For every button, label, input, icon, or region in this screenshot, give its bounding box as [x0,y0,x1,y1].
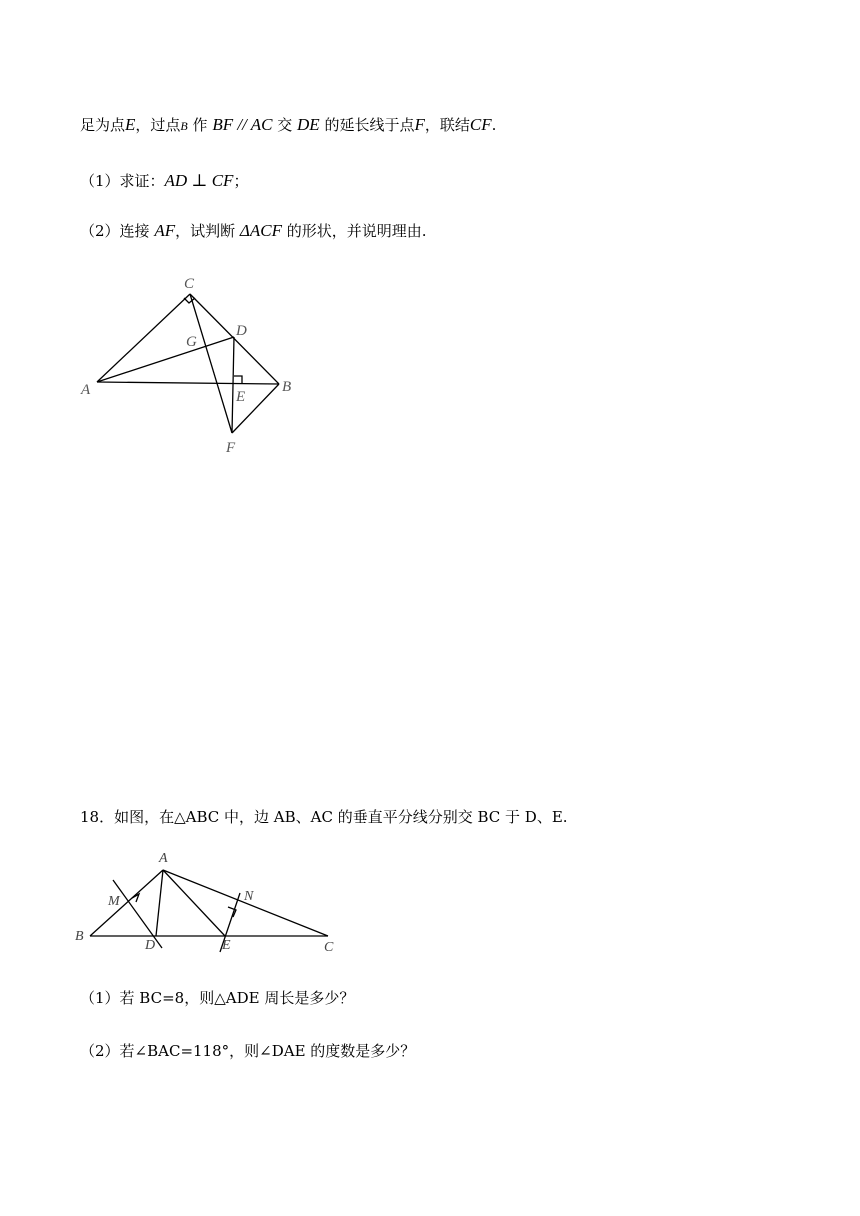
segment-ae-line [163,870,225,936]
problem17-question2 [80,220,427,241]
text: 的延长线于点 [319,116,415,134]
problem17-question1 [80,170,248,191]
label-g: G [186,334,197,350]
segment-df-line [232,337,234,433]
label-c: C [184,276,195,292]
label-m: M [108,894,120,909]
text: 作 [187,116,213,134]
segment-af: AF [154,221,176,240]
problem18-question1: （1）若 BC=8，则△ADE 周长是多少？ [80,989,355,1007]
label-d: D [145,938,156,953]
point-e: E [125,115,136,134]
perp-symbol: ⊥ [187,171,212,190]
segment-ac: AC [250,115,273,134]
segment-ac-line [97,294,190,382]
text: （1）求证： [80,172,165,190]
segment-de: DE [297,115,320,134]
figure-problem18 [70,845,350,957]
point-f: F [414,115,425,134]
label-b: B [282,379,292,395]
problem18-statement: 18．如图，在△ABC 中，边 AB、AC 的垂直平分线分别交 BC 于 D、E. [80,808,568,826]
label-e: E [236,389,246,405]
segment-cf: CF [211,171,234,190]
text: ，过点 [135,116,181,134]
label-d: D [236,323,247,339]
text: 足为点 [80,116,126,134]
problem17-line1 [80,114,496,135]
label-b: B [75,929,84,944]
figure-problem17 [70,270,310,460]
label-a: A [159,851,168,866]
text: ，联结 [424,116,470,134]
segment-ad-line [97,337,234,382]
text: ； [233,172,249,190]
text: 交 [272,116,298,134]
text: ，试判断 [175,222,240,240]
parallel-symbol: // [233,115,251,134]
segment-ab-line [97,382,279,384]
segment-cf: CF [469,115,492,134]
text: . [491,116,497,134]
right-angle-mark-e [234,376,242,383]
segment-ad-line [156,870,163,936]
text: （2）连接 [80,222,155,240]
text: 的形状，并说明理由. [281,222,427,240]
segment-ad: AD [164,171,188,190]
problem18-question2: （2）若∠BAC=118°，则∠DAE 的度数是多少？ [80,1042,416,1060]
label-f: F [226,440,236,456]
triangle-acf: ΔACF [239,221,282,240]
label-c: C [324,940,334,955]
segment-bf: BF [212,115,234,134]
label-a: A [81,382,91,398]
segment-ab-line [90,870,163,936]
right-angle-mark-c [184,298,195,303]
label-e: E [222,938,231,953]
label-n: N [244,889,254,904]
point-b: B [180,119,188,133]
